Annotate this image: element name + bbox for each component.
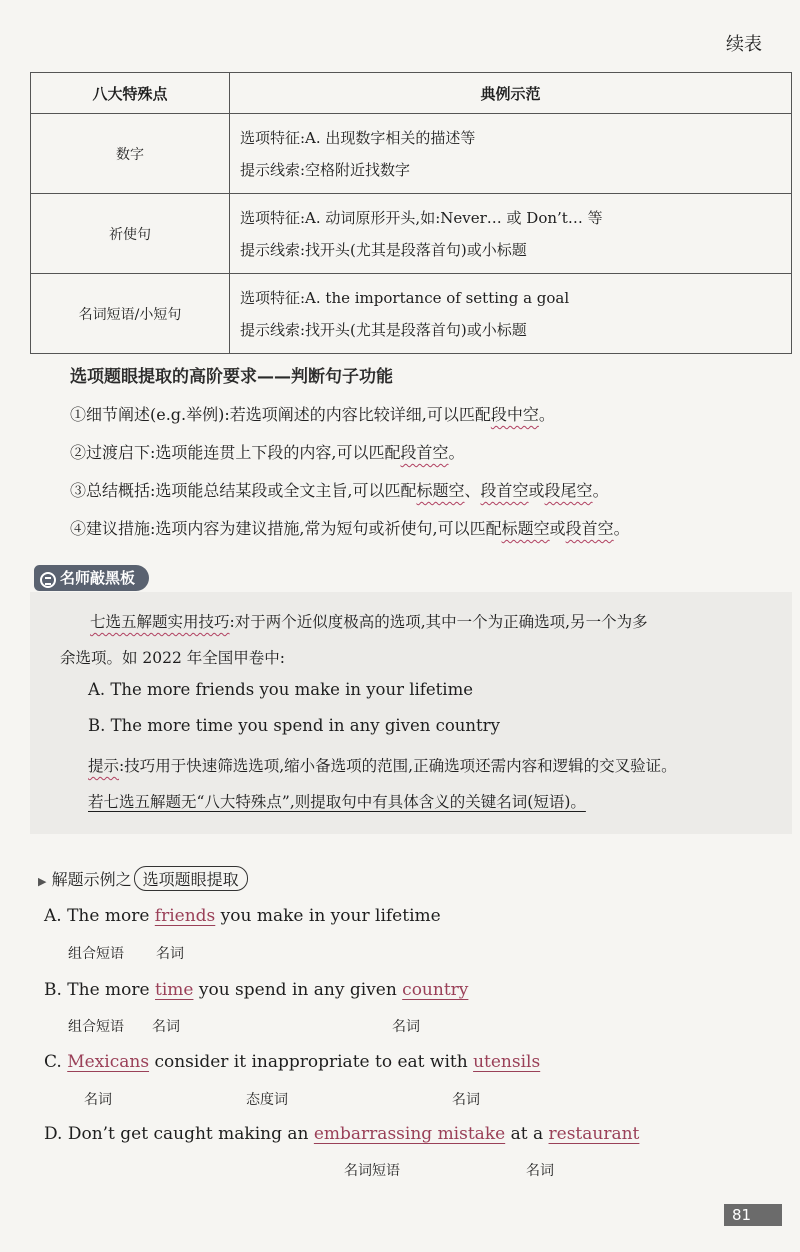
label-c3: 名词 xyxy=(452,1092,480,1108)
example-line-b: B. The more time you spend in any given country xyxy=(44,980,469,1000)
label-c2: 态度词 xyxy=(246,1092,288,1108)
label-a2: 名词 xyxy=(156,946,184,962)
table-cell-feature: 选项特征:A. the importance of setting a goal xyxy=(240,288,570,307)
example-heading: ▶ 解题示例之 选项题眼提取 xyxy=(38,866,248,891)
option-a: A. The more friends you make in your lifetime xyxy=(88,680,473,699)
special-points-table xyxy=(30,72,792,354)
table-cell-feature: 选项特征:A. 动词原形开头,如:Never… 或 Don’t… 等 xyxy=(240,208,603,227)
table-row xyxy=(31,194,792,274)
continued-label: 续表 xyxy=(726,34,762,55)
table-cell-feature: 选项特征:A. 出现数字相关的描述等 xyxy=(240,128,476,147)
table-cell-point: 祈使句 xyxy=(31,194,230,274)
mortarboard-icon xyxy=(40,572,56,588)
table-cell-point: 名词短语/小短句 xyxy=(31,274,230,354)
label-c1: 名词 xyxy=(84,1092,112,1108)
function-item-4: ④建议措施:选项内容为建议措施,常为短句或祈使句,可以匹配标题空或段首空。 xyxy=(70,519,630,538)
table-cell-clue: 提示线索:找开头(尤其是段落首句)或小标题 xyxy=(240,320,527,339)
function-item-3: ③总结概括:选项能总结某段或全文主旨,可以匹配标题空、段首空或段尾空。 xyxy=(70,481,609,500)
label-b3: 名词 xyxy=(392,1019,420,1035)
tip-note: 若七选五解题无“八大特殊点”,则提取句中有具体含义的关键名词(短语)。 xyxy=(88,793,586,811)
label-b1: 组合短语 xyxy=(68,1019,124,1035)
table-cell-point: 数字 xyxy=(31,114,230,194)
tip-hint: 提示:技巧用于快速筛选选项,缩小备选项的范围,正确选项还需内容和逻辑的交叉验证。 xyxy=(88,757,677,775)
tip-paragraph-line2: 余选项。如 2022 年全国甲卷中: xyxy=(60,649,286,667)
label-d2: 名词 xyxy=(526,1163,554,1179)
option-b: B. The more time you spend in any given country xyxy=(88,716,500,735)
label-b2: 名词 xyxy=(152,1019,180,1035)
example-line-d: D. Don’t get caught making an embarrassing mistake at a restaurant xyxy=(44,1124,640,1144)
triangle-icon: ▶ xyxy=(38,875,47,888)
label-a1: 组合短语 xyxy=(68,946,124,962)
advanced-title: 选项题眼提取的高阶要求——判断句子功能 xyxy=(70,367,393,387)
table-header-point: 八大特殊点 xyxy=(31,73,230,114)
teacher-note-badge: 名师敲黑板 xyxy=(34,565,149,591)
function-item-1: ①细节阐述(e.g.举例):若选项阐述的内容比较详细,可以匹配段中空。 xyxy=(70,405,555,424)
label-d1: 名词短语 xyxy=(344,1163,400,1179)
table-header-example: 典例示范 xyxy=(230,73,792,114)
table-header-row xyxy=(31,73,792,114)
example-pill: 选项题眼提取 xyxy=(134,866,248,891)
table-row xyxy=(31,114,792,194)
table-cell-clue: 提示线索:找开头(尤其是段落首句)或小标题 xyxy=(240,240,527,259)
table-row xyxy=(31,274,792,354)
table-cell-clue: 提示线索:空格附近找数字 xyxy=(240,160,411,179)
function-item-2: ②过渡启下:选项能连贯上下段的内容,可以匹配段首空。 xyxy=(70,443,465,462)
page-number: 81 xyxy=(724,1204,782,1226)
example-line-a: A. The more friends you make in your lifetime xyxy=(44,906,441,926)
example-line-c: C. Mexicans consider it inappropriate to eat with utensils xyxy=(44,1052,541,1072)
tip-paragraph-line1: 七选五解题实用技巧:对于两个近似度极高的选项,其中一个为正确选项,另一个为多 xyxy=(90,613,648,631)
